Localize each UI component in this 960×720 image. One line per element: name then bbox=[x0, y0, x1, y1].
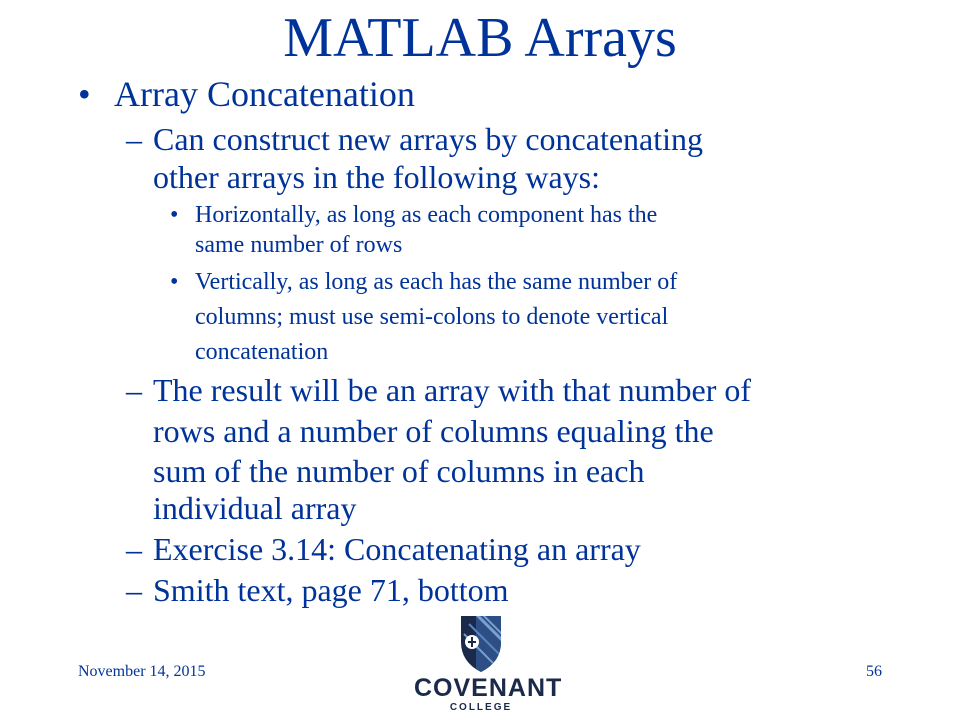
footer-date: November 14, 2015 bbox=[78, 663, 206, 680]
covenant-college-logo bbox=[414, 612, 563, 716]
dash-marker: – bbox=[126, 372, 142, 408]
level3-item-2-line1: Vertically, as long as each has the same number of bbox=[195, 269, 678, 295]
slide-title: MATLAB Arrays bbox=[283, 7, 677, 69]
level2-bullet-2-line3: sum of the number of columns in each bbox=[153, 453, 645, 489]
dash-marker: – bbox=[126, 121, 142, 157]
dash-marker: – bbox=[126, 572, 142, 608]
level2-bullet-2-line2: rows and a number of columns equaling the bbox=[153, 413, 714, 449]
level1-bullet-text: Array Concatenation bbox=[114, 74, 415, 114]
logo-subtext: COLLEGE bbox=[449, 702, 513, 713]
level3-item-1-line2: same number of rows bbox=[195, 232, 403, 258]
bullet-marker: • bbox=[170, 269, 179, 295]
covenant-college-shield-icon bbox=[414, 612, 548, 674]
level2-bullet-3: Exercise 3.14: Concatenating an array bbox=[153, 531, 641, 567]
level2-bullet-2-line4: individual array bbox=[153, 490, 357, 526]
logo-wordmark: COVENANT bbox=[414, 674, 563, 702]
dash-marker: – bbox=[126, 531, 142, 567]
level2-bullet-4: Smith text, page 71, bottom bbox=[153, 572, 509, 608]
level3-item-2-line3: concatenation bbox=[195, 339, 329, 365]
bullet-marker: • bbox=[78, 74, 91, 114]
bullet-marker: • bbox=[170, 202, 179, 228]
slide-number: 56 bbox=[866, 663, 882, 680]
level3-item-2-line2: columns; must use semi-colons to denote vertical bbox=[195, 304, 669, 330]
level2-bullet-1-line1: Can construct new arrays by concatenating bbox=[153, 121, 704, 157]
level2-bullet-1-line2: other arrays in the following ways: bbox=[153, 159, 600, 195]
level3-item-1-line1: Horizontally, as long as each component has the bbox=[195, 202, 658, 228]
level2-bullet-2-line1: The result will be an array with that number of bbox=[153, 372, 752, 408]
